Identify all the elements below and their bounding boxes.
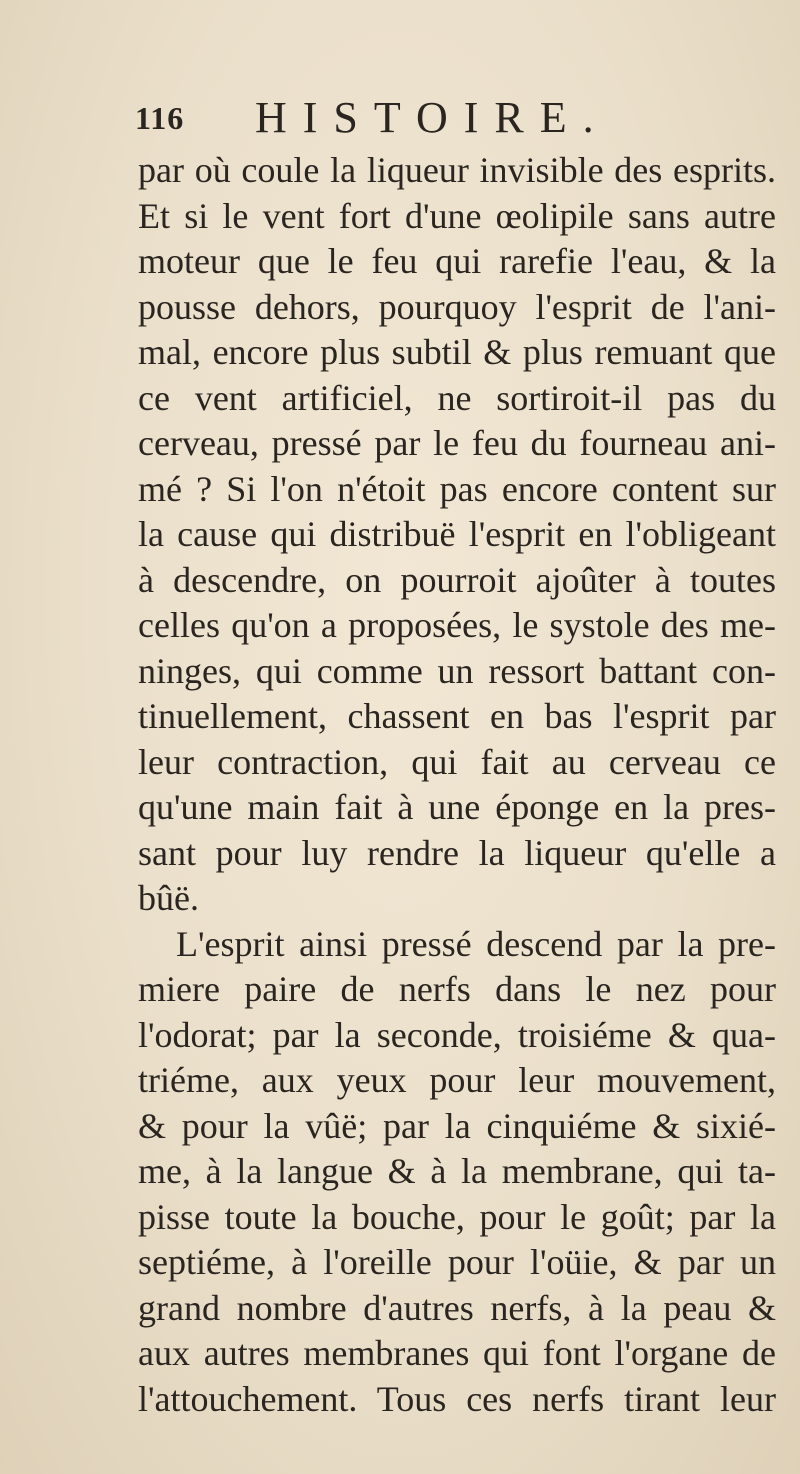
- text-line: la cause qui distribuë l'esprit en l'obligeant: [138, 514, 776, 554]
- text-line-paragraph-start: L'esprit ainsi pressé descend par la pre-: [176, 923, 776, 964]
- text-line: ce vent artificiel, ne sortiroit-il pas du: [138, 377, 776, 418]
- text-line: cerveau, pressé par le feu du fourneau ani-: [138, 423, 776, 463]
- text-line: aux autres membranes qui font l'organe de: [138, 1333, 776, 1373]
- text-line: qu'une main fait à une éponge en la pres-: [138, 787, 776, 827]
- text-line: tinuellement, chassent en bas l'esprit par: [138, 696, 776, 736]
- text-line: septiéme, à l'oreille pour l'oüie, & par un: [138, 1242, 776, 1282]
- text-line-paragraph-end: bûë.: [138, 878, 199, 918]
- text-line: pisse toute la bouche, pour le goût; par la: [138, 1196, 776, 1237]
- text-line: & pour la vûë; par la cinquiéme & sixié-: [138, 1105, 776, 1146]
- page-header: [135, 92, 695, 152]
- running-title: HISTOIRE.: [255, 93, 610, 142]
- text-line: mal, encore plus subtil & plus remuant que: [138, 332, 776, 372]
- text-line: l'odorat; par la seconde, troisiéme & qua-: [138, 1014, 776, 1055]
- text-line: sant pour luy rendre la liqueur qu'elle a: [138, 832, 776, 873]
- text-line: triéme, aux yeux pour leur mouvement,: [138, 1060, 776, 1100]
- text-line: celles qu'on a proposées, le systole des me-: [138, 605, 776, 645]
- text-line: pousse dehors, pourquoy l'esprit de l'ani-: [138, 286, 776, 327]
- text-line: à descendre, on pourroit ajoûter à toutes: [138, 559, 776, 600]
- text-line: Et si le vent fort d'une œolipile sans autre: [138, 195, 776, 236]
- text-line: par où coule la liqueur invisible des esprits.: [138, 150, 776, 190]
- page-number: 116: [135, 100, 185, 136]
- text-line: miere paire de nerfs dans le nez pour: [138, 969, 776, 1009]
- body-text: [138, 148, 776, 1422]
- text-line: leur contraction, qui fait au cerveau ce: [138, 741, 776, 782]
- text-line: ninges, qui comme un ressort battant con-: [138, 650, 776, 691]
- text-line: moteur que le feu qui rarefie l'eau, & la: [138, 241, 776, 281]
- text-line: grand nombre d'autres nerfs, à la peau &: [138, 1287, 776, 1328]
- text-line: l'attouchement. Tous ces nerfs tirant leur: [138, 1378, 776, 1419]
- text-line: mé ? Si l'on n'étoit pas encore content sur: [138, 468, 776, 509]
- text-line: me, à la langue & à la membrane, qui ta-: [138, 1151, 776, 1191]
